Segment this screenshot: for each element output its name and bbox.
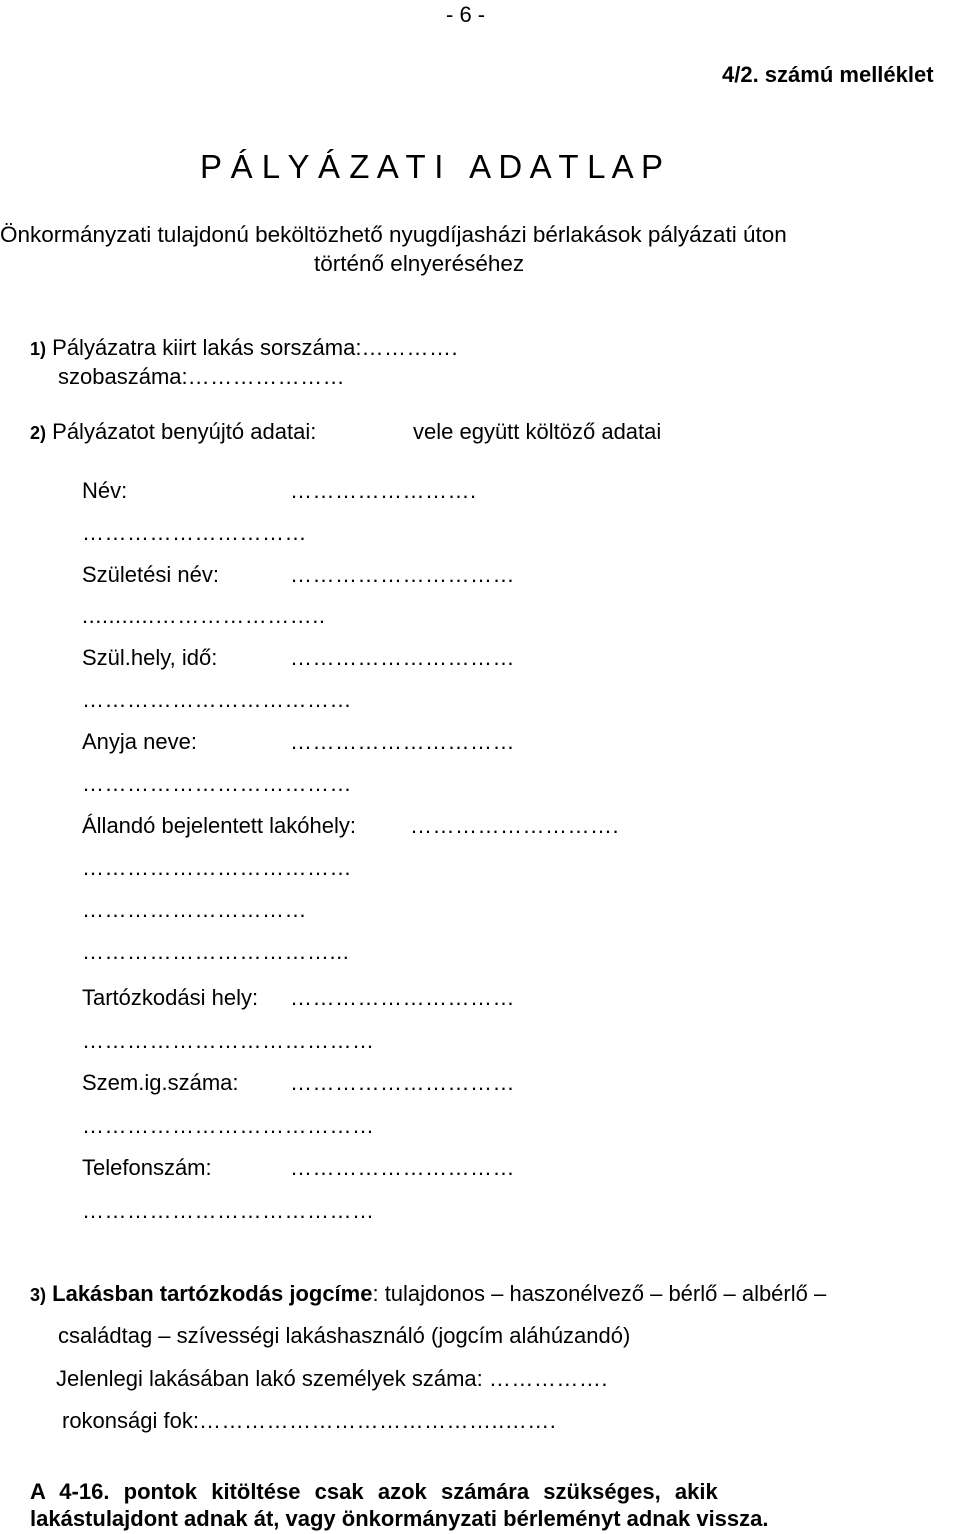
field-phone-dots[interactable]: ………………………… — [290, 1155, 515, 1180]
companion-label: vele együtt költöző adatai — [413, 419, 662, 444]
field-mothername-label: Anyja neve: — [82, 729, 197, 754]
field-address-dots-4[interactable]: ……………………………... — [82, 939, 350, 964]
field-birthname-label: Születési név: — [82, 562, 219, 587]
field-mothername-dots-2[interactable]: ……………………………… — [82, 771, 352, 796]
section3-line1 — [30, 1281, 826, 1308]
field-idcard-dots-2[interactable]: ………………………………… — [82, 1113, 375, 1138]
subtitle-line2: történő elnyeréséhez — [314, 251, 525, 276]
field-name-dots[interactable]: ……………………. — [290, 478, 477, 503]
section3-number: 3) — [30, 1285, 47, 1305]
field-address-dots[interactable]: ………………………. — [410, 813, 620, 838]
rooms-label: szobaszáma: — [58, 364, 188, 389]
field-idcard-label: Szem.ig.száma: — [82, 1070, 239, 1095]
field-name-label: Név: — [82, 478, 128, 503]
rooms-dots[interactable]: ………………… — [187, 364, 346, 389]
section1-number: 1) — [30, 339, 47, 359]
field-name-dots-2[interactable]: ………………………… — [82, 520, 307, 545]
field-mothername-dots[interactable]: ………………………… — [290, 729, 515, 754]
section2 — [30, 419, 316, 446]
section3-line4 — [62, 1408, 556, 1434]
relation-dots[interactable]: …………………………………..……. — [198, 1408, 557, 1433]
section1 — [30, 335, 458, 362]
section2-number: 2) — [30, 423, 47, 443]
field-address-dots-2[interactable]: ……………………………… — [82, 855, 352, 880]
field-birthplace-label: Szül.hely, idő: — [82, 645, 218, 670]
field-residence-dots[interactable]: ………………………… — [290, 985, 515, 1010]
section3-options: : tulajdonos – haszonélvező – bérlő – albérlő – — [372, 1281, 827, 1306]
field-residence-label: Tartózkodási hely: — [82, 985, 259, 1010]
occupants-label: Jelenlegi lakásában lakó személyek száma: — [56, 1366, 483, 1391]
field-birthname-dots[interactable]: ………………………… — [290, 562, 515, 587]
field-address-label: Állandó bejelentett lakóhely: — [82, 813, 356, 838]
page-title: P Á L Y Á Z A T I A D A T L A P — [200, 148, 663, 185]
field-phone-dots-2[interactable]: ………………………………… — [82, 1198, 375, 1223]
section3-line3 — [56, 1366, 608, 1392]
section2-label: Pályázatot benyújtó adatai: — [52, 419, 317, 444]
field-birthplace-dots-2[interactable]: ……………………………… — [82, 687, 352, 712]
field-birthplace-dots[interactable]: ………………………… — [290, 645, 515, 670]
footer-line2: lakástulajdont adnak át, vagy önkormányzati bérleményt adnak vissza. — [30, 1506, 769, 1531]
page-number: - 6 - — [446, 2, 486, 27]
field-idcard-dots[interactable]: ………………………… — [290, 1070, 515, 1095]
subtitle-line1: Önkormányzati tulajdonú beköltözhető nyugdíjasházi bérlakások pályázati úton — [0, 222, 787, 247]
field-phone-label: Telefonszám: — [82, 1155, 212, 1180]
footer-line1: A 4-16. pontok kitöltése csak azok számára szükséges, akik — [30, 1479, 718, 1504]
field-birthname-dots-2[interactable]: ...........………………….. — [82, 603, 326, 628]
section1-dots[interactable]: …………. — [361, 335, 459, 360]
section3-label: Lakásban tartózkodás jogcíme — [52, 1281, 373, 1306]
field-address-dots-3[interactable]: ………………………… — [82, 897, 307, 922]
section3-line2: családtag – szívességi lakáshasználó (jogcím aláhúzandó) — [58, 1323, 631, 1348]
rooms-row — [58, 364, 345, 390]
section1-label: Pályázatra kiirt lakás sorszáma: — [52, 335, 362, 360]
relation-label: rokonsági fok: — [62, 1408, 199, 1433]
annex-label: 4/2. számú melléklet — [722, 62, 934, 87]
occupants-dots[interactable]: ……………. — [488, 1366, 609, 1391]
field-residence-dots-2[interactable]: ………………………………… — [82, 1028, 375, 1053]
